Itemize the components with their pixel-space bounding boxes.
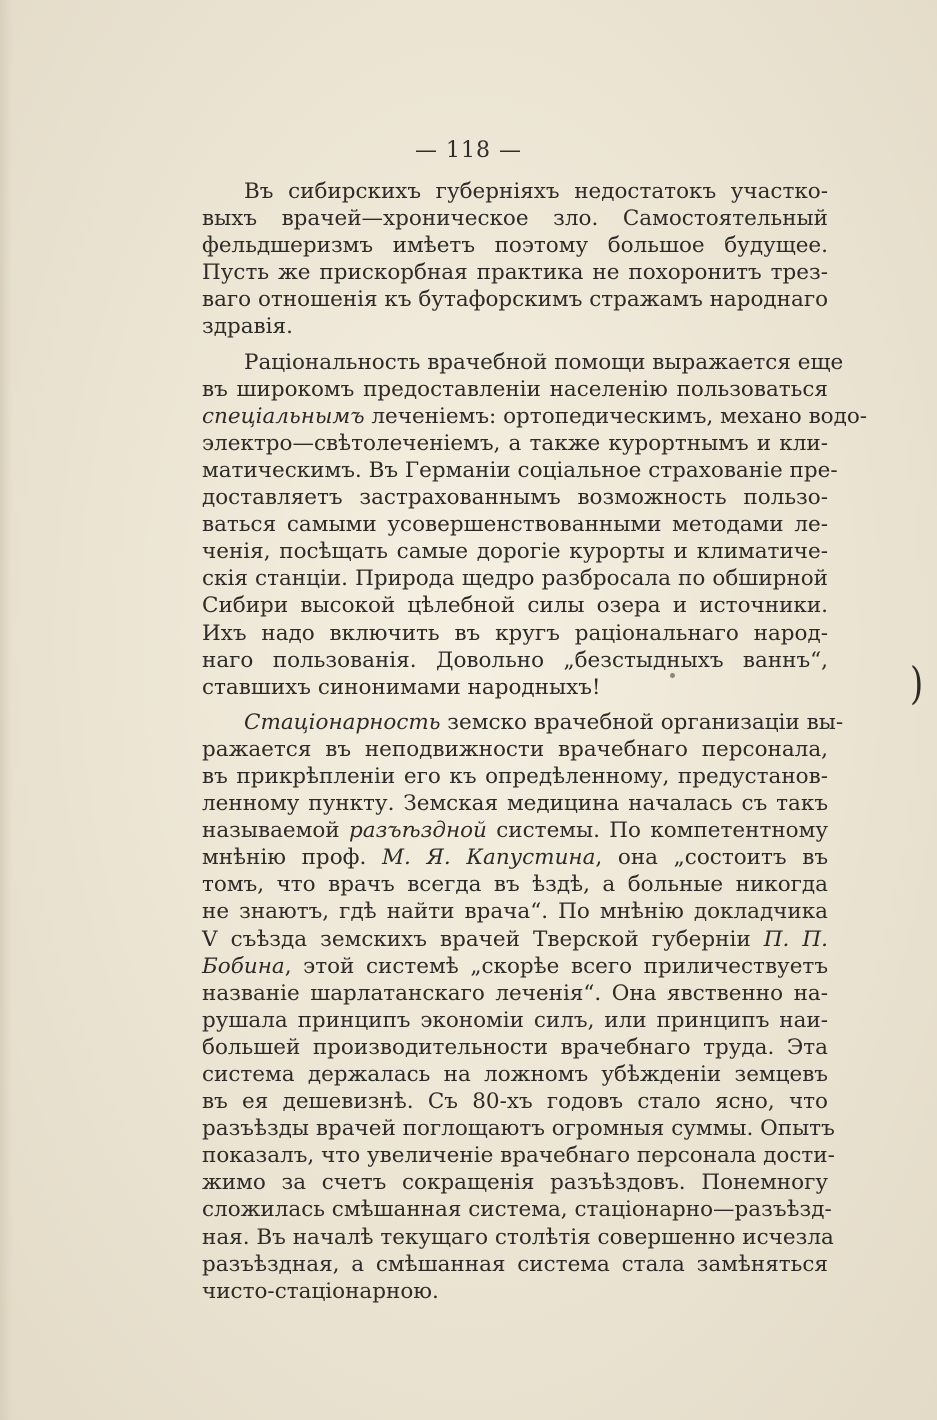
text-line [202, 259, 828, 286]
text-line [202, 953, 828, 980]
text-run: ставшихъ синонимами народныхъ! [202, 674, 601, 700]
text-run: не знаютъ, гдѣ найти врача“. По мнѣнію докладчика [202, 899, 828, 925]
text-run: называемой [202, 818, 349, 844]
text-line [202, 232, 828, 259]
paragraph-gap [202, 341, 828, 349]
text-run: Ихъ надо включить въ кругъ раціональнаго народ- [202, 620, 828, 646]
text-run: рушала принципъ экономіи силъ, или принципъ наи- [202, 1007, 828, 1033]
text-line [202, 709, 844, 736]
paragraph-gap [202, 701, 828, 709]
text-line [202, 1169, 828, 1196]
text-line [202, 1251, 828, 1278]
text-line [202, 1278, 828, 1305]
text-run: разъѣзды врачей поглощаютъ огромныя суммы. Опытъ [202, 1116, 835, 1142]
text-line [202, 1196, 832, 1223]
text-run: въ прикрѣпленіи его къ опредѣленному, предустанов- [202, 763, 828, 789]
text-run: Пусть же прискорбная практика не похоронитъ трез- [202, 260, 828, 286]
text-run: ная. Въ началѣ текущаго столѣтія совершенно исчезла [202, 1224, 834, 1250]
page-edge-shadow [0, 0, 12, 1420]
text-line [202, 1007, 828, 1034]
print-speck [670, 673, 675, 678]
text-run: доставляетъ застрахованнымъ возможность пользо- [202, 485, 828, 511]
text-line [202, 1034, 828, 1061]
text-line [202, 647, 828, 674]
text-run: , она „состоитъ въ [595, 845, 829, 871]
text-run: земско врачебной организаціи вы- [440, 709, 844, 735]
text-run: фельдшеризмъ имѣетъ поэтому большое будущее. [202, 233, 828, 259]
text-line [202, 565, 828, 592]
text-line [202, 844, 828, 871]
text-run: наго пользованія. Довольно „безстыдныхъ ваннъ“, [202, 647, 828, 673]
text-line [202, 592, 828, 619]
text-line [202, 484, 828, 511]
text-run: Раціональность врачебной помощи выражается еще [244, 349, 844, 375]
text-line [202, 1088, 828, 1115]
text-line [202, 790, 828, 817]
text-run: мнѣнію проф. [202, 845, 382, 871]
text-run: , этой системѣ „скорѣе всего приличествуетъ [284, 953, 828, 979]
text-line [202, 674, 828, 701]
text-run: ражается въ неподвижности врачебнаго персонала, [202, 736, 828, 762]
text-run: Въ сибирскихъ губерніяхъ недостатокъ участко- [244, 179, 828, 204]
text-run: въ ея дешевизнѣ. Съ 80-хъ годовъ стало ясно, что [202, 1089, 828, 1115]
text-line [202, 620, 828, 647]
text-line [202, 205, 828, 232]
italic-term: спеціальнымъ [202, 403, 365, 429]
text-run: жимо за счетъ сокращенія разъѣздовъ. Понемногу [202, 1170, 828, 1196]
italic-term: Бобина [202, 953, 285, 979]
text-line [202, 763, 828, 790]
text-line [202, 457, 838, 484]
text-line [202, 376, 828, 403]
text-run: ваго отношенія къ бутафорскимъ стражамъ народнаго [202, 287, 829, 313]
text-line [202, 286, 828, 313]
text-run: названіе шарлатанскаго леченія“. Она явственно на- [202, 980, 828, 1006]
text-run: здравія. [202, 314, 293, 340]
text-run: ченія, посѣщать самые дорогіе курорты и климатиче- [202, 539, 828, 565]
paragraph-1 [202, 178, 828, 341]
italic-term: разъѣздной [348, 818, 487, 844]
italic-term: П. П. [763, 926, 828, 952]
text-run: системы. По компетентному [486, 818, 828, 844]
text-line [202, 871, 828, 898]
text-line [202, 817, 828, 844]
text-run: разъѣздная, а смѣшанная система стала замѣняться [202, 1251, 828, 1277]
text-run: выхъ врачей—хроническое зло. Самостоятельный [202, 206, 828, 232]
text-line [202, 898, 828, 925]
margin-bracket-mark: ) [910, 658, 924, 710]
text-run: сложилась смѣшанная система, стаціонарно—разъѣзд- [202, 1197, 832, 1223]
text-line [202, 313, 828, 340]
text-line [202, 980, 828, 1007]
text-run: показалъ, что увеличеніе врачебнаго персонала дости- [202, 1143, 835, 1169]
text-run: V съѣзда земскихъ врачей Тверской губерніи [202, 926, 764, 952]
text-line [202, 926, 828, 953]
text-line [202, 511, 828, 538]
text-run: электро—свѣтолеченіемъ, а также курортнымъ и кли- [202, 430, 828, 456]
text-line [202, 1142, 835, 1169]
text-line [202, 1115, 835, 1142]
text-run: томъ, что врачъ всегда въ ѣздѣ, а больные никогда [202, 872, 828, 898]
paragraph-2 [202, 349, 868, 701]
text-run: матическимъ. Въ Германіи соціальное страхованіе пре- [202, 457, 838, 483]
italic-term: М. Я. Капустина [381, 845, 596, 871]
text-line [202, 430, 828, 457]
text-line [202, 178, 828, 205]
text-run: система держалась на ложномъ убѣжденіи земцевъ [202, 1062, 828, 1087]
text-run: скія станціи. Природа щедро разбросала по обширной [202, 566, 828, 592]
italic-term: Стаціонарность [244, 709, 441, 735]
text-run: ленному пункту. Земская медицина началась съ такъ [202, 791, 828, 817]
text-line [202, 1061, 828, 1088]
text-run: леченіемъ: ортопедическимъ, механо водо- [364, 403, 868, 429]
text-run: въ широкомъ предоставленіи населенію пользоваться [202, 376, 828, 402]
text-line [202, 1224, 834, 1251]
text-run: большей производительности врачебнаго труда. Эта [202, 1034, 828, 1060]
text-run: Сибири высокой цѣлебной силы озера и источники. [202, 593, 828, 619]
paragraph-3 [202, 709, 844, 1305]
text-run: ваться самыми усовершенствованными методами ле- [202, 512, 828, 538]
text-line [202, 538, 828, 565]
text-line [202, 736, 828, 763]
page-number: — 118 — [415, 138, 522, 163]
text-run: чисто-стаціонарною. [202, 1278, 439, 1304]
text-line [202, 349, 844, 376]
body-text [202, 178, 868, 1305]
text-line [202, 403, 868, 430]
